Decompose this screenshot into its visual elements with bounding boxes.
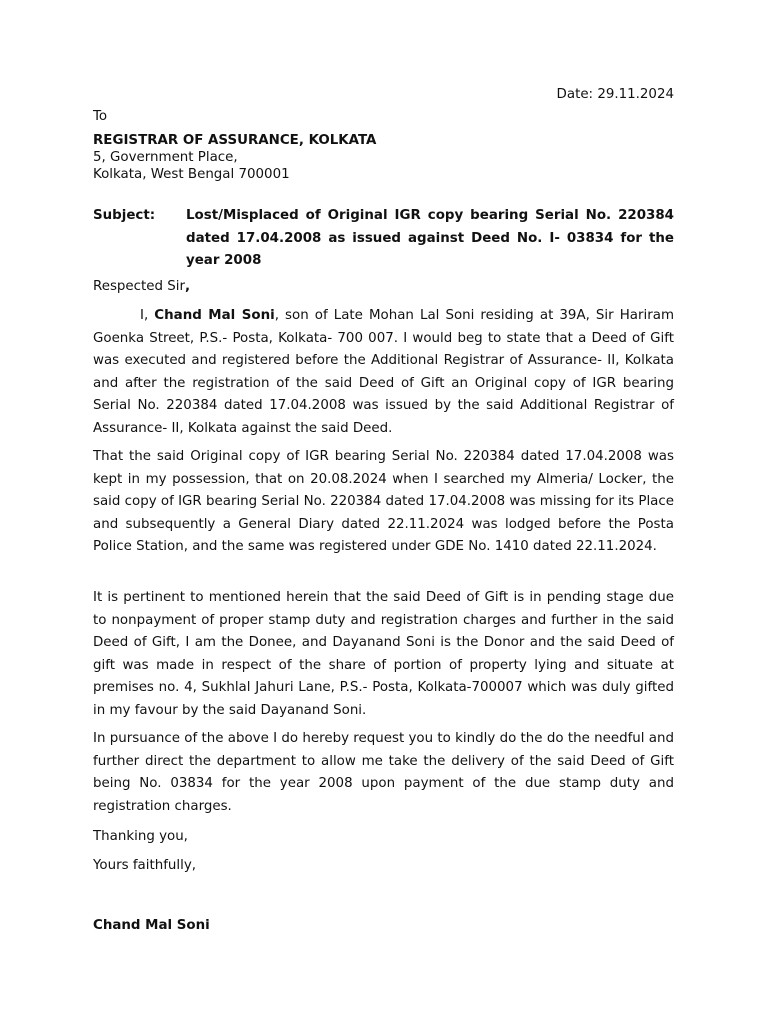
- subject-label: Subject:: [93, 208, 156, 223]
- closing-line: Yours faithfully,: [93, 858, 197, 873]
- recipient-address: [93, 132, 376, 183]
- address-line-2: Kolkata, West Bengal 700001: [93, 167, 290, 182]
- salutation-text: Respected Sir: [93, 279, 185, 294]
- signature-name: Chand Mal Soni: [93, 918, 210, 933]
- subject-text: Lost/Misplaced of Original IGR copy bearing Serial No. 220384 dated 17.04.2008 as issued against Deed No. I- 03834 for the year 2008: [186, 208, 674, 268]
- letter-date: Date: 29.11.2024: [556, 87, 674, 102]
- sender-name-inline: Chand Mal Soni: [154, 308, 275, 323]
- para1-prefix: I,: [140, 308, 155, 323]
- to-label: To: [93, 109, 108, 124]
- para1-body: , son of Late Mohan Lal Soni residing at 39A, Sir Hariram Goenka Street, P.S.- Posta, Kolkata- 700 007. I would beg to state that a Deed of Gift was executed and registered before the Additional Registrar of Assurance- II, Kolkata and after the registration of the said Deed of Gift an Original copy of IGR bearing Serial No. 220384 dated 17.04.2008 was issued by the said Additional Registrar of Assurance- II, Kolkata against the said Deed.: [93, 308, 674, 436]
- salutation: [93, 278, 190, 295]
- salutation-comma: ,: [185, 279, 191, 294]
- paragraph-4: In pursuance of the above I do hereby request you to kindly do the do the needful and further direct the department to allow me take the delivery of the said Deed of Gift being No. 03834 for the year 2008 upon payment of the due stamp duty and registration charges.: [93, 731, 674, 814]
- paragraph-3: It is pertinent to mentioned herein that the said Deed of Gift is in pending stage due to nonpayment of proper stamp duty and registration charges and further in the said Deed of Gift, I am the Donee, and Dayanand Soni is the Donor and the said Deed of gift was made in respect of the share of portion of property lying and situate at premises no. 4, Sukhlal Jahuri Lane, P.S.- Posta, Kolkata-700007 which was duly gifted in my favour by the said Dayanand Soni.: [93, 590, 674, 718]
- paragraph-2: That the said Original copy of IGR bearing Serial No. 220384 dated 17.04.2008 was kept in my possession, that on 20.08.2024 when I searched my Almeria/ Locker, the said copy of IGR bearing Serial No. 220384 dated 17.04.2008 was missing for its Place and subsequently a General Diary dated 22.11.2024 was lodged before the Posta Police Station, and the same was registered under GDE No. 1410 dated 22.11.2024.: [93, 449, 674, 554]
- recipient-name: REGISTRAR OF ASSURANCE, KOLKATA: [93, 133, 377, 148]
- paragraph-1: [93, 305, 674, 440]
- thanking-line: Thanking you,: [93, 829, 188, 844]
- address-line-1: 5, Government Place,: [93, 150, 238, 165]
